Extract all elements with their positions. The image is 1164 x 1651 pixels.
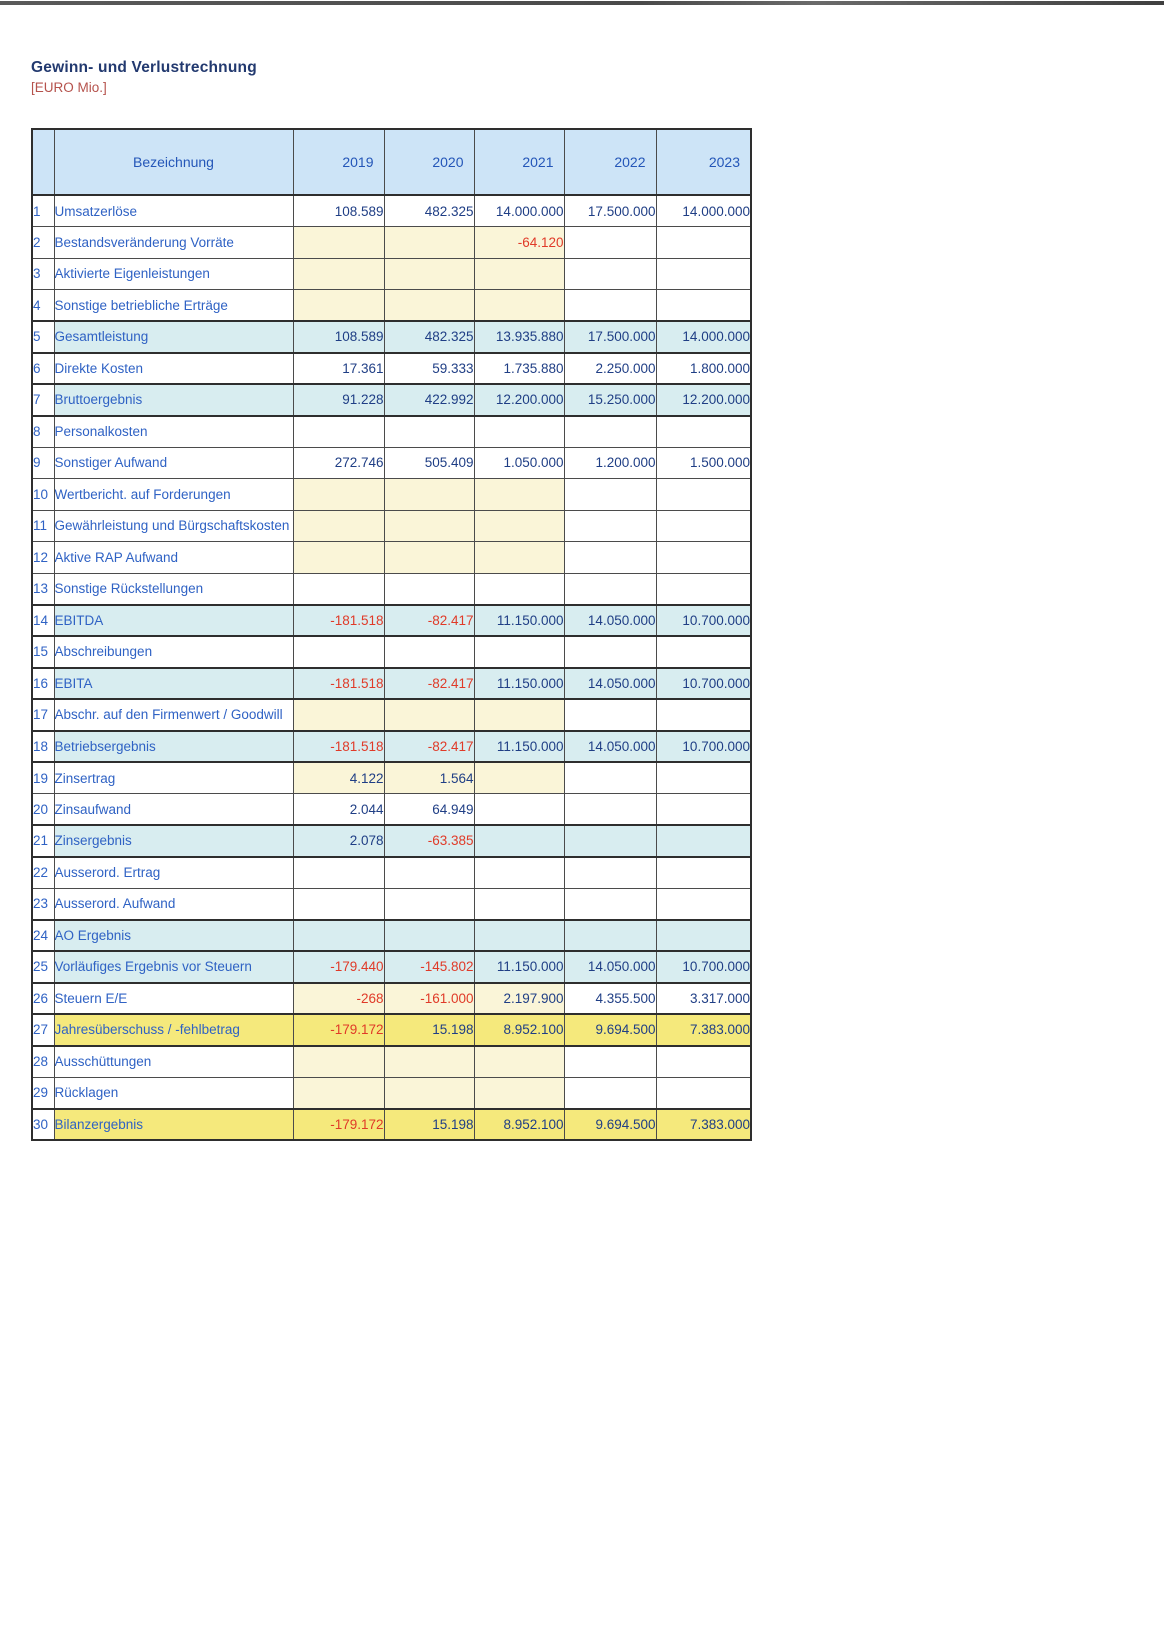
table-row	[32, 258, 751, 290]
value-cell	[656, 888, 751, 920]
row-number: 9	[32, 447, 54, 479]
table-row	[32, 321, 751, 353]
row-number: 29	[32, 1077, 54, 1109]
row-number: 16	[32, 668, 54, 700]
value-cell	[656, 479, 751, 511]
table-row	[32, 1014, 751, 1046]
value-cell	[656, 762, 751, 794]
value-cell	[474, 542, 564, 574]
value-cell	[384, 1046, 474, 1078]
table-row	[32, 951, 751, 983]
row-number: 11	[32, 510, 54, 542]
row-label: Ausschüttungen	[54, 1046, 293, 1078]
table-row	[32, 794, 751, 826]
row-label: Bilanzergebnis	[54, 1109, 293, 1141]
value-cell: 1.500.000	[656, 447, 751, 479]
table-row	[32, 983, 751, 1015]
value-cell	[384, 699, 474, 731]
value-cell: -145.802	[384, 951, 474, 983]
value-cell	[656, 636, 751, 668]
value-cell: -161.000	[384, 983, 474, 1015]
value-cell: 505.409	[384, 447, 474, 479]
column-header-2019: 2019	[293, 129, 384, 195]
value-cell	[564, 258, 656, 290]
value-cell	[384, 888, 474, 920]
value-cell	[564, 636, 656, 668]
value-cell	[474, 794, 564, 826]
row-number: 10	[32, 479, 54, 511]
value-cell: 12.200.000	[474, 384, 564, 416]
value-cell	[656, 258, 751, 290]
value-cell	[293, 1077, 384, 1109]
value-cell: -179.440	[293, 951, 384, 983]
value-cell: 9.694.500	[564, 1014, 656, 1046]
row-number: 24	[32, 920, 54, 952]
value-cell	[656, 699, 751, 731]
value-cell: 482.325	[384, 195, 474, 227]
row-number: 3	[32, 258, 54, 290]
table-row	[32, 384, 751, 416]
value-cell	[384, 857, 474, 889]
value-cell	[293, 888, 384, 920]
row-label: Umsatzerlöse	[54, 195, 293, 227]
value-cell	[656, 542, 751, 574]
value-cell	[384, 920, 474, 952]
value-cell: 14.000.000	[656, 321, 751, 353]
value-cell	[564, 510, 656, 542]
value-cell	[293, 573, 384, 605]
table-row	[32, 227, 751, 259]
value-cell	[564, 825, 656, 857]
value-cell	[474, 479, 564, 511]
row-number: 2	[32, 227, 54, 259]
row-number: 19	[32, 762, 54, 794]
value-cell: 15.250.000	[564, 384, 656, 416]
value-cell	[384, 573, 474, 605]
value-cell	[293, 857, 384, 889]
row-number: 13	[32, 573, 54, 605]
value-cell	[293, 258, 384, 290]
value-cell: 8.952.100	[474, 1014, 564, 1046]
value-cell	[293, 636, 384, 668]
value-cell	[564, 920, 656, 952]
table-row	[32, 479, 751, 511]
value-cell: -268	[293, 983, 384, 1015]
value-cell	[656, 825, 751, 857]
table-row	[32, 1077, 751, 1109]
value-cell: 11.150.000	[474, 731, 564, 763]
value-cell: 11.150.000	[474, 668, 564, 700]
value-cell: 4.355.500	[564, 983, 656, 1015]
column-header-2023: 2023	[656, 129, 751, 195]
row-number: 20	[32, 794, 54, 826]
value-cell: 15.198	[384, 1014, 474, 1046]
row-label: EBITDA	[54, 605, 293, 637]
value-cell: 12.200.000	[656, 384, 751, 416]
value-cell	[384, 1077, 474, 1109]
row-label: Aktive RAP Aufwand	[54, 542, 293, 574]
row-number: 18	[32, 731, 54, 763]
value-cell	[384, 258, 474, 290]
value-cell	[564, 1046, 656, 1078]
value-cell	[656, 510, 751, 542]
row-number: 7	[32, 384, 54, 416]
value-cell: 64.949	[384, 794, 474, 826]
value-cell	[293, 1046, 384, 1078]
scan-artifact-line	[0, 1, 1164, 5]
table-row	[32, 353, 751, 385]
value-cell: 14.050.000	[564, 605, 656, 637]
row-label: Abschreibungen	[54, 636, 293, 668]
table-row	[32, 699, 751, 731]
value-cell	[293, 510, 384, 542]
row-label: EBITA	[54, 668, 293, 700]
page-title: Gewinn- und Verlustrechnung	[31, 59, 257, 76]
value-cell: 17.361	[293, 353, 384, 385]
value-cell: 1.735.880	[474, 353, 564, 385]
value-cell	[474, 857, 564, 889]
value-cell: -64.120	[474, 227, 564, 259]
table-row	[32, 857, 751, 889]
table-row	[32, 920, 751, 952]
row-number: 5	[32, 321, 54, 353]
value-cell	[656, 794, 751, 826]
pnl-table-body	[32, 195, 751, 1140]
value-cell	[293, 416, 384, 448]
table-row	[32, 731, 751, 763]
value-cell: 108.589	[293, 195, 384, 227]
row-label: Zinsergebnis	[54, 825, 293, 857]
value-cell: -82.417	[384, 731, 474, 763]
row-number: 14	[32, 605, 54, 637]
value-cell: 10.700.000	[656, 731, 751, 763]
value-cell: 17.500.000	[564, 195, 656, 227]
table-row	[32, 290, 751, 322]
value-cell: 91.228	[293, 384, 384, 416]
value-cell: 3.317.000	[656, 983, 751, 1015]
value-cell	[384, 290, 474, 322]
value-cell	[474, 290, 564, 322]
row-label: Sonstige betriebliche Erträge	[54, 290, 293, 322]
value-cell: 11.150.000	[474, 951, 564, 983]
value-cell: -181.518	[293, 668, 384, 700]
value-cell	[474, 510, 564, 542]
value-cell: 14.050.000	[564, 951, 656, 983]
value-cell: -179.172	[293, 1014, 384, 1046]
value-cell	[656, 920, 751, 952]
row-label: Steuern E/E	[54, 983, 293, 1015]
row-number: 25	[32, 951, 54, 983]
value-cell: 14.000.000	[474, 195, 564, 227]
value-cell	[293, 699, 384, 731]
value-cell	[656, 573, 751, 605]
value-cell: -63.385	[384, 825, 474, 857]
table-row	[32, 573, 751, 605]
row-number: 4	[32, 290, 54, 322]
value-cell: 9.694.500	[564, 1109, 656, 1141]
value-cell	[564, 479, 656, 511]
value-cell: 7.383.000	[656, 1014, 751, 1046]
value-cell: -82.417	[384, 668, 474, 700]
table-row	[32, 825, 751, 857]
table-row	[32, 510, 751, 542]
value-cell: 14.050.000	[564, 668, 656, 700]
value-cell	[564, 1077, 656, 1109]
row-label: Ausserord. Aufwand	[54, 888, 293, 920]
value-cell	[564, 290, 656, 322]
row-number: 26	[32, 983, 54, 1015]
value-cell: -179.172	[293, 1109, 384, 1141]
value-cell	[293, 542, 384, 574]
row-label: Direkte Kosten	[54, 353, 293, 385]
value-cell	[384, 542, 474, 574]
page-subtitle: [EURO Mio.]	[31, 80, 107, 95]
row-label: Betriebsergebnis	[54, 731, 293, 763]
value-cell: 15.198	[384, 1109, 474, 1141]
table-row	[32, 447, 751, 479]
row-label: Vorläufiges Ergebnis vor Steuern	[54, 951, 293, 983]
value-cell: 2.197.900	[474, 983, 564, 1015]
value-cell: -82.417	[384, 605, 474, 637]
row-number: 28	[32, 1046, 54, 1078]
value-cell	[656, 416, 751, 448]
row-number: 23	[32, 888, 54, 920]
row-label: Wertbericht. auf Forderungen	[54, 479, 293, 511]
value-cell: 10.700.000	[656, 951, 751, 983]
value-cell: 422.992	[384, 384, 474, 416]
value-cell	[293, 479, 384, 511]
value-cell	[656, 227, 751, 259]
row-number: 30	[32, 1109, 54, 1141]
pnl-table	[31, 128, 752, 1141]
value-cell	[474, 920, 564, 952]
value-cell: 10.700.000	[656, 605, 751, 637]
row-label: Jahresüberschuss / -fehlbetrag	[54, 1014, 293, 1046]
table-row	[32, 605, 751, 637]
value-cell: -181.518	[293, 731, 384, 763]
row-label: Aktivierte Eigenleistungen	[54, 258, 293, 290]
value-cell: 14.050.000	[564, 731, 656, 763]
value-cell: 1.800.000	[656, 353, 751, 385]
row-label: Zinsertrag	[54, 762, 293, 794]
value-cell	[293, 920, 384, 952]
row-number: 27	[32, 1014, 54, 1046]
value-cell	[384, 227, 474, 259]
value-cell: 7.383.000	[656, 1109, 751, 1141]
value-cell: 482.325	[384, 321, 474, 353]
table-row	[32, 542, 751, 574]
value-cell	[384, 636, 474, 668]
value-cell	[564, 542, 656, 574]
column-header-bezeichnung: Bezeichnung	[54, 129, 293, 195]
row-number: 21	[32, 825, 54, 857]
value-cell	[564, 794, 656, 826]
value-cell	[564, 227, 656, 259]
row-number: 12	[32, 542, 54, 574]
row-number: 8	[32, 416, 54, 448]
value-cell	[474, 258, 564, 290]
value-cell: 11.150.000	[474, 605, 564, 637]
value-cell	[474, 636, 564, 668]
value-cell: -181.518	[293, 605, 384, 637]
table-row	[32, 416, 751, 448]
column-header-2022: 2022	[564, 129, 656, 195]
value-cell	[293, 290, 384, 322]
value-cell	[384, 510, 474, 542]
row-label: Abschr. auf den Firmenwert / Goodwill	[54, 699, 293, 731]
value-cell	[474, 416, 564, 448]
value-cell: 14.000.000	[656, 195, 751, 227]
value-cell	[293, 227, 384, 259]
value-cell: 1.050.000	[474, 447, 564, 479]
table-row	[32, 1046, 751, 1078]
value-cell	[474, 573, 564, 605]
row-label: Bestandsveränderung Vorräte	[54, 227, 293, 259]
value-cell: 2.250.000	[564, 353, 656, 385]
row-number: 6	[32, 353, 54, 385]
value-cell: 17.500.000	[564, 321, 656, 353]
value-cell	[656, 857, 751, 889]
table-row	[32, 1109, 751, 1141]
value-cell	[474, 1077, 564, 1109]
document	[31, 58, 752, 1141]
value-cell	[474, 699, 564, 731]
row-label: Rücklagen	[54, 1077, 293, 1109]
value-cell	[474, 888, 564, 920]
row-label: Gesamtleistung	[54, 321, 293, 353]
value-cell: 2.078	[293, 825, 384, 857]
row-label: Ausserord. Ertrag	[54, 857, 293, 889]
value-cell: 13.935.880	[474, 321, 564, 353]
table-row	[32, 668, 751, 700]
value-cell	[564, 416, 656, 448]
value-cell: 108.589	[293, 321, 384, 353]
row-label: Sonstige Rückstellungen	[54, 573, 293, 605]
value-cell	[564, 699, 656, 731]
value-cell: 2.044	[293, 794, 384, 826]
value-cell	[474, 825, 564, 857]
row-number: 17	[32, 699, 54, 731]
table-row	[32, 762, 751, 794]
column-header-2021: 2021	[474, 129, 564, 195]
row-number: 15	[32, 636, 54, 668]
value-cell: 10.700.000	[656, 668, 751, 700]
value-cell: 59.333	[384, 353, 474, 385]
value-cell: 8.952.100	[474, 1109, 564, 1141]
value-cell: 272.746	[293, 447, 384, 479]
row-number: 1	[32, 195, 54, 227]
table-row	[32, 636, 751, 668]
header-row	[32, 129, 751, 195]
value-cell	[474, 762, 564, 794]
column-header-number	[32, 129, 54, 195]
value-cell	[564, 857, 656, 889]
table-row	[32, 888, 751, 920]
value-cell	[656, 1077, 751, 1109]
row-label: Gewährleistung und Bürgschaftskosten	[54, 510, 293, 542]
row-label: Bruttoergebnis	[54, 384, 293, 416]
row-label: Zinsaufwand	[54, 794, 293, 826]
value-cell	[564, 762, 656, 794]
value-cell	[474, 1046, 564, 1078]
value-cell	[384, 479, 474, 511]
row-label: Sonstiger Aufwand	[54, 447, 293, 479]
row-label: Personalkosten	[54, 416, 293, 448]
table-row	[32, 195, 751, 227]
value-cell	[564, 888, 656, 920]
value-cell	[656, 1046, 751, 1078]
value-cell	[564, 573, 656, 605]
row-label: AO Ergebnis	[54, 920, 293, 952]
value-cell: 1.564	[384, 762, 474, 794]
value-cell: 1.200.000	[564, 447, 656, 479]
value-cell	[384, 416, 474, 448]
column-header-2020: 2020	[384, 129, 474, 195]
value-cell: 4.122	[293, 762, 384, 794]
value-cell	[656, 290, 751, 322]
row-number: 22	[32, 857, 54, 889]
